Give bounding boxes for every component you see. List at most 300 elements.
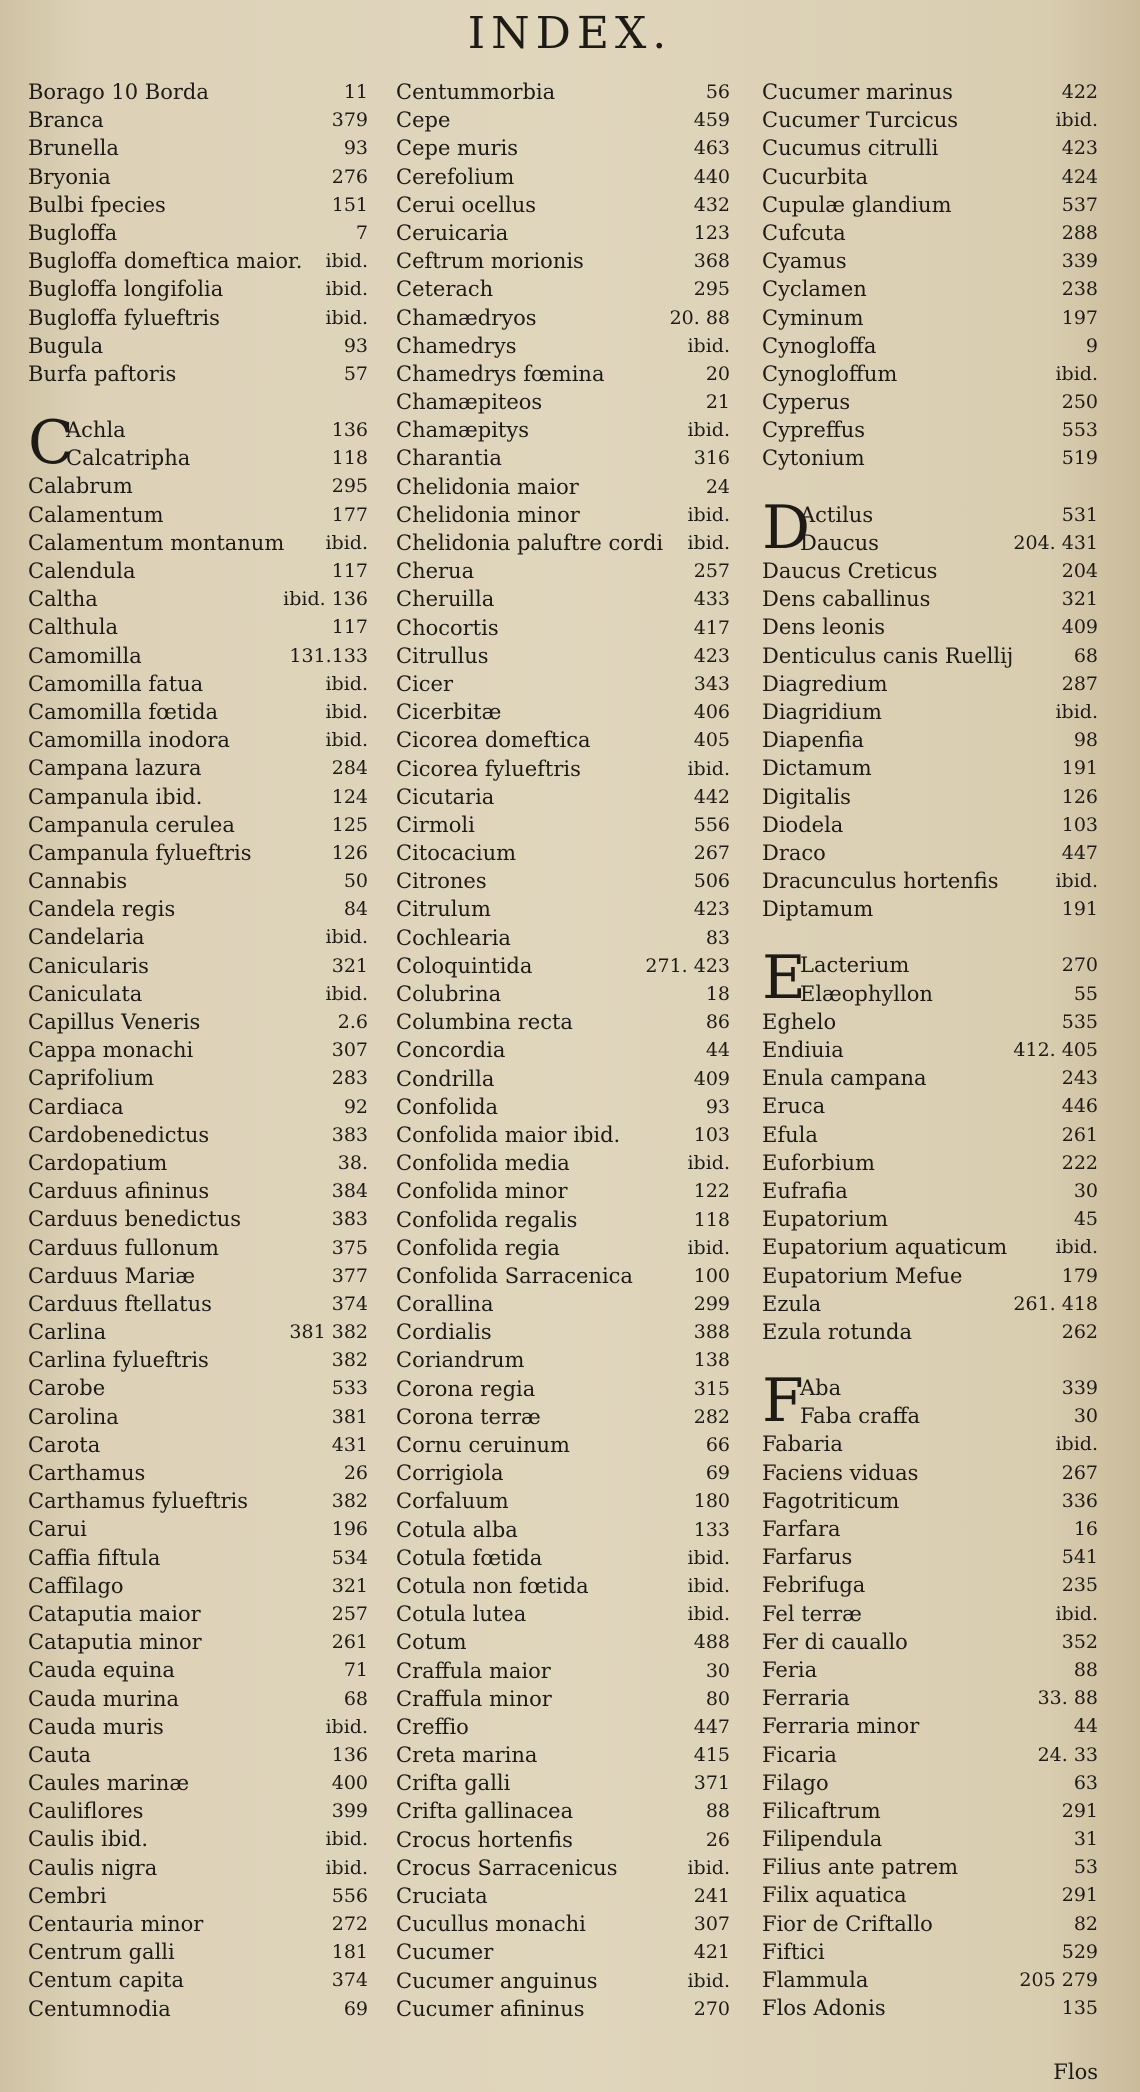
index-term: Burfa paftoris bbox=[28, 361, 177, 386]
drop-capital-f: F bbox=[762, 1366, 804, 1437]
page-ref: ibid. bbox=[687, 1856, 730, 1879]
page-ref: ibid. bbox=[325, 1715, 368, 1738]
page-ref: 270 bbox=[693, 1997, 730, 2020]
page-ref: 88 bbox=[1073, 1658, 1098, 1681]
index-term: Cheruilla bbox=[396, 587, 495, 612]
index-entry bbox=[28, 1966, 368, 1994]
index-entry bbox=[28, 783, 368, 811]
index-term: Carui bbox=[28, 1517, 87, 1542]
index-entry bbox=[28, 360, 368, 388]
index-entry bbox=[762, 1036, 1098, 1064]
page-ref: 276 bbox=[331, 165, 368, 188]
page-ref: 124 bbox=[331, 785, 368, 808]
index-entry bbox=[762, 1910, 1098, 1938]
index-entry bbox=[762, 1684, 1098, 1712]
index-entry bbox=[396, 1995, 730, 2023]
index-entry bbox=[762, 839, 1098, 867]
index-entry bbox=[28, 980, 368, 1008]
page-ref: ibid. bbox=[325, 1856, 368, 1879]
index-entry bbox=[28, 1825, 368, 1853]
page-ref: 86 bbox=[705, 1011, 730, 1034]
page-ref: 271. 423 bbox=[645, 954, 730, 977]
index-entry bbox=[28, 134, 368, 162]
index-entry bbox=[396, 924, 730, 952]
index-term: Cirmoli bbox=[396, 812, 475, 837]
index-term: Cucumer marinus bbox=[762, 80, 953, 104]
index-term: Coloquintida bbox=[396, 953, 533, 978]
index-term: Chamedrys bbox=[396, 333, 517, 358]
index-entry bbox=[28, 1459, 368, 1487]
index-term: Filicaftrum bbox=[762, 1798, 881, 1823]
index-term: Cypreffus bbox=[762, 418, 866, 443]
page-ref: 103 bbox=[1061, 813, 1098, 836]
page-ref: 56 bbox=[705, 81, 730, 103]
index-term: Cucumus citrulli bbox=[762, 136, 939, 161]
index-entry bbox=[396, 1910, 730, 1938]
page-ref: 24 bbox=[705, 475, 730, 498]
page-ref: 257 bbox=[693, 560, 730, 583]
index-term: Cynogloffa bbox=[762, 333, 877, 358]
index-term: Denticulus canis Ruellij bbox=[762, 643, 1014, 668]
index-entry bbox=[762, 247, 1098, 275]
page-ref: 250 bbox=[1061, 391, 1098, 414]
page-ref: 409 bbox=[1061, 616, 1098, 639]
index-term: Caniculata bbox=[28, 981, 143, 1006]
page-ref: 69 bbox=[343, 1997, 368, 2020]
index-term: Chelidonia paluftre cordi bbox=[396, 531, 664, 555]
page-ref: 299 bbox=[693, 1293, 730, 1316]
index-entry bbox=[396, 1797, 730, 1825]
index-entry bbox=[396, 811, 730, 839]
index-entry bbox=[28, 1036, 368, 1064]
index-entry bbox=[28, 585, 368, 613]
index-entry bbox=[396, 1206, 730, 1234]
index-entry bbox=[396, 1177, 730, 1205]
index-term: Crifta gallinacea bbox=[396, 1799, 574, 1824]
page-ref: 421 bbox=[693, 1941, 730, 1964]
index-term: Farfarus bbox=[762, 1545, 853, 1570]
page-ref: 93 bbox=[343, 334, 368, 357]
index-term: Cyperus bbox=[762, 390, 851, 415]
page-ref: 529 bbox=[1061, 1940, 1098, 1963]
index-entry bbox=[28, 106, 368, 134]
index-entry bbox=[396, 952, 730, 980]
page-ref: ibid. bbox=[1055, 1602, 1098, 1625]
page-ref: ibid. bbox=[325, 1828, 368, 1851]
page-ref: 196 bbox=[331, 1518, 368, 1541]
page-ref: ibid. bbox=[687, 1603, 730, 1626]
page-ref: 38. bbox=[337, 1151, 368, 1174]
index-entry bbox=[762, 1628, 1098, 1656]
page-ref: ibid. bbox=[325, 926, 368, 949]
index-entry bbox=[28, 867, 368, 895]
index-entry bbox=[396, 1967, 730, 1995]
index-term: Ficaria bbox=[762, 1742, 837, 1767]
index-term: Fer di cauallo bbox=[762, 1629, 908, 1654]
index-term: Crocus hortenfis bbox=[396, 1827, 573, 1852]
index-term: Efula bbox=[762, 1122, 818, 1147]
page-ref: 388 bbox=[693, 1321, 730, 1344]
c-section-continued bbox=[396, 78, 730, 2023]
index-entry bbox=[28, 247, 368, 275]
index-term: Carota bbox=[28, 1432, 101, 1457]
page-ref: ibid. bbox=[1055, 700, 1098, 723]
e-section bbox=[762, 1008, 1098, 1346]
page-ref: 422 bbox=[1061, 81, 1098, 103]
index-term: Colubrina bbox=[396, 982, 502, 1006]
page-ref: 21 bbox=[705, 391, 730, 414]
index-entry bbox=[396, 1262, 730, 1290]
index-entry bbox=[762, 557, 1098, 585]
index-term: Cataputia maior bbox=[28, 1601, 201, 1626]
index-entry bbox=[762, 867, 1098, 895]
page-ref: 205 279 bbox=[1019, 1969, 1098, 1992]
index-term: Corona regia bbox=[396, 1376, 536, 1401]
index-entry bbox=[762, 1177, 1098, 1205]
index-term: Cauliflores bbox=[28, 1799, 144, 1824]
page-ref: ibid. bbox=[687, 334, 730, 357]
page-ref: 197 bbox=[1061, 306, 1098, 329]
index-term: Confolida Sarracenica bbox=[396, 1263, 633, 1288]
index-term: Cucumer bbox=[396, 1940, 494, 1965]
index-term: Cufcuta bbox=[762, 220, 846, 245]
index-term: Cannabis bbox=[28, 869, 128, 894]
index-entry bbox=[396, 1628, 730, 1656]
page-ref: 371 bbox=[693, 1772, 730, 1795]
index-term: Fel terræ bbox=[762, 1601, 862, 1626]
page-ref: 463 bbox=[693, 137, 730, 160]
index-term: Carlina fylueftris bbox=[28, 1348, 209, 1373]
index-entry bbox=[762, 219, 1098, 247]
index-entry bbox=[396, 529, 730, 557]
index-term: Calabrum bbox=[28, 474, 133, 499]
page-ref: 405 bbox=[693, 729, 730, 752]
index-entry bbox=[396, 670, 730, 698]
page-ref: 68 bbox=[343, 1687, 368, 1710]
index-term: Dictamum bbox=[762, 756, 872, 781]
index-entry bbox=[396, 1290, 730, 1318]
index-entry bbox=[396, 1572, 730, 1600]
index-term: Campanula ibid. bbox=[28, 784, 203, 809]
page-ref: 431 bbox=[331, 1433, 368, 1456]
index-term: Columbina recta bbox=[396, 1010, 573, 1035]
page-ref: 261. 418 bbox=[1013, 1292, 1098, 1315]
index-term: Cynogloffum bbox=[762, 361, 898, 386]
page-ref: 399 bbox=[331, 1800, 368, 1823]
page-ref: 284 bbox=[331, 757, 368, 780]
page-ref: 80 bbox=[705, 1687, 730, 1710]
index-entry bbox=[762, 1769, 1098, 1797]
index-entry bbox=[28, 219, 368, 247]
index-term: Cotula non fœtida bbox=[396, 1573, 589, 1598]
page-ref: ibid. bbox=[687, 1236, 730, 1259]
index-entry bbox=[396, 1318, 730, 1346]
index-term: Confolida regia bbox=[396, 1235, 560, 1260]
page-ref: 336 bbox=[1061, 1489, 1098, 1512]
index-entry bbox=[396, 332, 730, 360]
index-term: Cicer bbox=[396, 671, 454, 696]
index-term: Dens leonis bbox=[762, 615, 886, 640]
index-entry bbox=[28, 1544, 368, 1572]
page-ref: 288 bbox=[1061, 221, 1098, 244]
index-entry bbox=[762, 78, 1098, 106]
page-ref: 136 bbox=[331, 1743, 368, 1766]
page-ref: ibid. 136 bbox=[283, 588, 368, 611]
page-ref: 135 bbox=[1061, 1997, 1098, 2020]
index-entry bbox=[28, 1854, 368, 1882]
index-term: Cicutaria bbox=[396, 784, 495, 809]
page-ref: 535 bbox=[1061, 1010, 1098, 1033]
page-ref: ibid. bbox=[1055, 1433, 1098, 1456]
index-term: Centummorbia bbox=[396, 80, 556, 104]
page-ref: 69 bbox=[705, 1462, 730, 1485]
index-entry bbox=[28, 1008, 368, 1036]
index-entry bbox=[28, 952, 368, 980]
page-ref: 24. 33 bbox=[1037, 1743, 1098, 1766]
index-entry bbox=[396, 275, 730, 303]
page-ref: 20. 88 bbox=[669, 306, 730, 329]
page-ref: ibid. bbox=[687, 1546, 730, 1569]
index-term: Bulbi fpecies bbox=[28, 192, 166, 217]
page-ref: 343 bbox=[693, 672, 730, 695]
page-ref: 57 bbox=[343, 362, 368, 385]
index-entry bbox=[28, 1938, 368, 1966]
page-ref: 339 bbox=[1061, 250, 1098, 273]
page-ref: 68 bbox=[1073, 644, 1098, 667]
page-ref: 261 bbox=[331, 1631, 368, 1654]
index-term: Febrifuga bbox=[762, 1573, 866, 1598]
page-ref: 379 bbox=[331, 109, 368, 132]
page-ref: 180 bbox=[693, 1490, 730, 1513]
index-term: Bugloffa domeftica maior. bbox=[28, 249, 303, 274]
index-entry bbox=[28, 1685, 368, 1713]
page-ref: 368 bbox=[693, 250, 730, 273]
index-term: Daucus bbox=[800, 530, 879, 555]
page-ref: ibid. bbox=[687, 503, 730, 526]
page-ref: 238 bbox=[1061, 278, 1098, 301]
index-entry bbox=[762, 1966, 1098, 1994]
index-entry bbox=[396, 473, 730, 501]
page-ref: 261 bbox=[1061, 1123, 1098, 1146]
page-ref: 131.133 bbox=[289, 644, 368, 667]
index-term: Brunella bbox=[28, 136, 119, 161]
index-term: Cucullus monachi bbox=[396, 1912, 586, 1937]
page-ref: 382 bbox=[331, 1490, 368, 1513]
page-ref: 222 bbox=[1061, 1151, 1098, 1174]
page-ref: 383 bbox=[331, 1123, 368, 1146]
index-entry bbox=[28, 1318, 368, 1346]
index-term: Craffula minor bbox=[396, 1686, 552, 1711]
index-term: Corrigiola bbox=[396, 1461, 504, 1486]
index-entry bbox=[396, 1882, 730, 1910]
index-term: Creffio bbox=[396, 1714, 469, 1739]
index-entry bbox=[396, 1544, 730, 1572]
page-ref: 432 bbox=[693, 193, 730, 216]
index-term: Filius ante patrem bbox=[762, 1855, 959, 1880]
index-term: Eupatorium bbox=[762, 1207, 889, 1232]
index-entry bbox=[396, 304, 730, 332]
page-ref: 291 bbox=[1061, 1884, 1098, 1907]
page-ref: 7 bbox=[355, 221, 368, 244]
page-ref: 440 bbox=[693, 165, 730, 188]
index-entry bbox=[396, 1938, 730, 1966]
page-ref: 126 bbox=[1061, 785, 1098, 808]
index-entry bbox=[28, 1403, 368, 1431]
index-term: Candelaria bbox=[28, 925, 145, 950]
index-entry bbox=[762, 1092, 1098, 1120]
index-term: Carobe bbox=[28, 1376, 106, 1401]
index-term: Ceftrum morionis bbox=[396, 249, 584, 274]
page-ref: 31 bbox=[1073, 1828, 1098, 1851]
index-column-2 bbox=[396, 78, 730, 2023]
index-entry bbox=[28, 642, 368, 670]
page-ref: 424 bbox=[1061, 165, 1098, 188]
index-term: Fagotriticum bbox=[762, 1488, 900, 1513]
index-term: Corfaluum bbox=[396, 1489, 509, 1514]
index-term: Carduus Mariæ bbox=[28, 1263, 196, 1288]
page-ref: ibid. bbox=[325, 250, 368, 273]
index-term: Cucumer Turcicus bbox=[762, 108, 959, 133]
index-entry bbox=[28, 1431, 368, 1459]
index-term: Cepe muris bbox=[396, 136, 519, 161]
index-entry bbox=[396, 1065, 730, 1093]
index-entry bbox=[396, 698, 730, 726]
page-ref: 506 bbox=[693, 870, 730, 893]
index-entry bbox=[762, 1543, 1098, 1571]
index-term: Cyamus bbox=[762, 249, 847, 274]
index-entry bbox=[396, 1403, 730, 1431]
index-entry bbox=[762, 1205, 1098, 1233]
index-term: Eufrafia bbox=[762, 1178, 848, 1203]
page-ref: 30 bbox=[1073, 1179, 1098, 1202]
index-term: Calamentum montanum bbox=[28, 530, 285, 555]
index-entry bbox=[28, 1741, 368, 1769]
index-term: Digitalis bbox=[762, 784, 851, 809]
page-ref: 417 bbox=[693, 616, 730, 639]
index-term: Canicularis bbox=[28, 953, 149, 978]
page-ref: 71 bbox=[343, 1659, 368, 1682]
c-section-end bbox=[762, 78, 1098, 473]
index-term: Chelidonia maior bbox=[396, 474, 579, 499]
index-entry bbox=[762, 134, 1098, 162]
page-ref: 66 bbox=[705, 1434, 730, 1456]
page-ref: 88 bbox=[705, 1800, 730, 1823]
index-term: Carthamus bbox=[28, 1461, 146, 1486]
page-ref: ibid. bbox=[687, 757, 730, 780]
index-term: Bugloffa bbox=[28, 220, 118, 245]
index-term: Aba bbox=[800, 1376, 842, 1401]
index-entry bbox=[762, 1515, 1098, 1543]
page-ref: 177 bbox=[331, 503, 368, 526]
index-term: Carthamus fylueftris bbox=[28, 1489, 249, 1514]
index-term: Elæophyllon bbox=[800, 981, 933, 1006]
index-term: Caltha bbox=[28, 587, 98, 612]
index-term: Chamedrys fœmina bbox=[396, 361, 605, 386]
index-term: Carlina bbox=[28, 1320, 107, 1345]
index-entry bbox=[396, 1346, 730, 1374]
index-entry bbox=[396, 755, 730, 783]
page-ref: 123 bbox=[693, 221, 730, 244]
f-section-head bbox=[762, 1366, 1098, 1437]
index-term: Campanula cerulea bbox=[28, 812, 235, 837]
page-ref: ibid. bbox=[325, 729, 368, 752]
index-term: Chamædryos bbox=[396, 305, 537, 330]
index-term: Eruca bbox=[762, 1094, 826, 1119]
index-entry bbox=[28, 1572, 368, 1600]
page-ref: ibid. bbox=[1055, 870, 1098, 893]
page-ref: 287 bbox=[1061, 672, 1098, 695]
page-ref: 406 bbox=[693, 701, 730, 724]
page-ref: 270 bbox=[1061, 954, 1098, 977]
page-ref: ibid. bbox=[687, 1152, 730, 1175]
page-ref: 382 bbox=[331, 1349, 368, 1372]
page-ref: 283 bbox=[331, 1067, 368, 1090]
index-term: Cardiaca bbox=[28, 1094, 124, 1119]
index-entry bbox=[396, 980, 730, 1008]
page-ref: 381 bbox=[331, 1405, 368, 1428]
page-ref: 267 bbox=[1061, 1461, 1098, 1484]
index-term: Corallina bbox=[396, 1292, 494, 1317]
index-entry bbox=[762, 895, 1098, 923]
page-ref: 53 bbox=[1073, 1856, 1098, 1879]
index-term: Filix aquatica bbox=[762, 1883, 907, 1908]
index-entry bbox=[396, 247, 730, 275]
index-entry bbox=[762, 1430, 1098, 1458]
index-term: Citrulum bbox=[396, 897, 491, 922]
index-term: Filago bbox=[762, 1770, 829, 1795]
index-term: Eghelo bbox=[762, 1009, 837, 1034]
index-term: Cerefolium bbox=[396, 164, 515, 189]
page-ref: 204. 431 bbox=[1013, 531, 1098, 554]
index-term: Faba craffa bbox=[800, 1404, 921, 1429]
index-term: Cauta bbox=[28, 1742, 92, 1767]
index-term: Dens caballinus bbox=[762, 587, 931, 612]
index-term: Cicorea fylueftris bbox=[396, 756, 581, 781]
index-term: Cauda equina bbox=[28, 1658, 175, 1683]
page-ref: 26 bbox=[705, 1828, 730, 1851]
index-term: Diptamum bbox=[762, 897, 874, 922]
page-ref: 2.6 bbox=[337, 1011, 368, 1034]
index-column-1 bbox=[28, 78, 368, 2023]
index-term: Cucurbita bbox=[762, 164, 869, 189]
index-entry bbox=[28, 895, 368, 923]
index-entry bbox=[762, 1064, 1098, 1092]
page-ref: ibid. bbox=[325, 278, 368, 301]
index-entry bbox=[762, 1741, 1098, 1769]
index-entry bbox=[28, 163, 368, 191]
index-term: Citrullus bbox=[396, 643, 489, 668]
index-term: Flos Adonis bbox=[762, 1996, 886, 2021]
page-ref: 92 bbox=[343, 1095, 368, 1118]
page-ref: 83 bbox=[705, 926, 730, 949]
index-entry bbox=[762, 1318, 1098, 1346]
index-entry bbox=[396, 388, 730, 416]
index-term: Confolida maior ibid. bbox=[396, 1122, 621, 1147]
index-term: Capillus Veneris bbox=[28, 1010, 201, 1035]
index-entry bbox=[762, 1459, 1098, 1487]
index-entry bbox=[28, 1346, 368, 1374]
index-term: Cardobenedictus bbox=[28, 1122, 210, 1147]
index-entry bbox=[28, 1769, 368, 1797]
index-entry bbox=[28, 698, 368, 726]
page-ref: 63 bbox=[1073, 1771, 1098, 1794]
index-entry bbox=[28, 529, 368, 557]
index-term: Actilus bbox=[800, 502, 874, 527]
page-ref: ibid. bbox=[325, 982, 368, 1005]
page-ref: 44 bbox=[1073, 1715, 1098, 1738]
index-entry bbox=[28, 1290, 368, 1318]
page-ref: 82 bbox=[1073, 1912, 1098, 1935]
